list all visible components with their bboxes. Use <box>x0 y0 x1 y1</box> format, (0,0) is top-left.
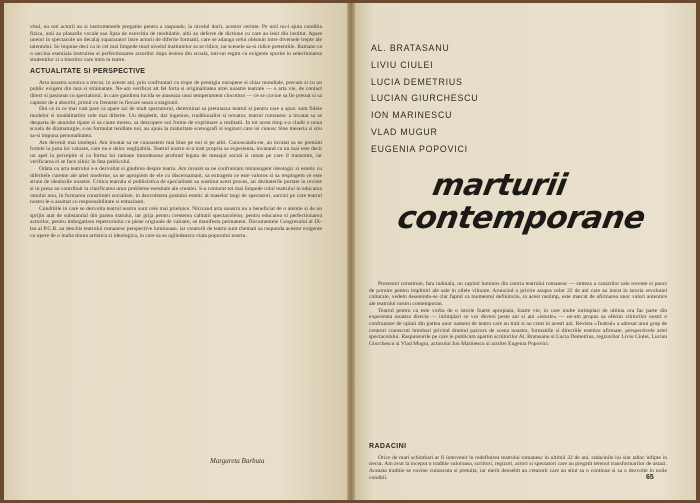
article-title-line2: contemporane <box>394 200 648 236</box>
contributor-list <box>371 40 521 158</box>
paragraph: Odata cu arta teatrului s-a dezvoltat si gindirea despre teatru. Am invatat sa ne confruntam intransigent ideologic si estetic cu diferitele curente ale artei moderne, sa ne apropiem de ele cu discernamant, sa extragem ce este valoros si sa respingem ce este strain de idealurile noastre. Critica teatrala si publicistica de specialitate au sustinut acest proces, iar dezbaterile purtate in reviste si in presa au contribuit la clarificarea unor probleme esentiale ale creatiei. S-a conturat tot mai limpede rolul teatrului in educarea omului nou, in formarea constiintei socialiste, in dezvoltarea gustului estetic al maselor largi de spectatori, sarcini pe care teatrul nostru le-a asumat cu responsabilitate si entuziasm. <box>30 166 322 206</box>
section-heading: ACTUALITATE SI PERSPECTIVE <box>30 67 146 75</box>
right-article-section <box>369 442 667 482</box>
contributor-name: VLAD MUGUR <box>371 126 438 137</box>
paragraph: Prezentul constituie, fara indoiala, un capitol luminos din istoria teatrului romanesc — sinteza a cautarilor sale recente si punct de pornire pentru impliniri ale sale in zilele viitoare. Aruncind o privire asupra celor 22 de ani care au intrat in istoria revolutiei culturale, vedem desenindu-se clar faptul ca momentul definitoriu, in acest rastimp, este marcat de afirmarea unor valori autentice ale teatrului nostru contemporan. <box>369 281 667 307</box>
paragraph: Teatrul pentru ca este vorba de o istorie foarte apropiata, foarte vie, in care multe intimplari de ultima ora fac parte din experienta noastra directa — intimplari ce vor deveni peste ani si ani «istorie» — ne-am propus sa oferim cititorilor nostri o confruntare de opinii din partea unor oameni de teatru care au trait si au creat in acesti ani. Revista «Teatrul» a adresat unui grup de creatori cunoscuti intrebari privind drumul parcurs de scena noastra, formatiile si directiile estetice afirmate, perspectivele artei spectacolului. Raspunsurile pe care le publicam apartin scriitorilor Al. Bratasanu si Lucia Demetrius, regizorilor Liviu Ciulei, Lucian Giurchescu si Vlad Mugur, actorului Ion Marinescu si actritei Eugenia Popovici. <box>369 307 667 347</box>
contributor-name: EUGENIA POPOVICI <box>371 143 468 154</box>
paragraph: Din ce in ce mai vast pare ca apare azi de mult spectatorul, determinat sa pretuiasca teatrul si pentru care a spus: sunt fidele modelor si modalitatilor cele mai diferite. Un despletit, dar ingenios, traditionalist si novator, teatrul romanesc a invatat sa se desparta de anumite tipare si sa caute mereu, sa descopere noi forme de exprimare a realitatii. In tot acest timp s-a cladit o noua scoala de dramaturgie, s-au formulat tendinte noi, au ajuns la maturitate scenografi si regizori care isi cunosc bine meseria si stiu sa-si impuna personalitatea. <box>30 106 322 139</box>
contributor-name: LUCIA DEMETRIUS <box>371 76 463 87</box>
intro-paragraph: vitul, nu toti actorii au si instrumentele pregatite pentru a raspunde, la nivelul dorit, acestor cerinte. Pe unii nu-i ajuta conditia fizica, unii au plasarile vocale sau lipsa de exercitiu de modulatie, altii au defecte de dictiune cu care au iesit din institut. Apare uneori in spectacole un decalaj supararator intre actorii de diferite formatii, care se adauga celui obisnuit intre diversele trepte ale talentului. Se impune deci ca in cel mai limpede mod nivelul institutelor sa se ridice, iar scenele sa-si ridice pretentiile. Ramane ca o sarcina esentiala instruirea si perfectionarea actorilor dupa iesirea din scoala, intr-un regim cu exigente sporite in selectionarea studentilor si a tinerilor care intra in teatre. <box>30 24 322 64</box>
paragraph: Orice de mari schimbari ar fi intervenit in redefinirea teatrului romanesc in ultimii 22 de ani, radacinile lui sint adinc infipte in trecut. Am avut la inceput o traditie valoroasa, scriitori, regizori, actori si spectatori care au pregatit terenul transformarilor de astazi. Aceasta traditie se cuvine cunoscuta si pretuita, iar merit deosebit au creatorii care au stiut sa o continue si sa o dezvolte in noile conditii. <box>369 454 667 481</box>
book-gutter <box>347 3 355 500</box>
right-article-text <box>369 281 667 439</box>
contributor-name: LIVIU CIULEI <box>371 59 434 70</box>
paragraph: Conditiile in care se dezvolta teatrul nostru sunt cele mai prielnice. Nicicand arta noastra nu a beneficiat de o atentie si de un sprijin atat de substantial din partea statului, iar grija pentru cresterea calitatii spectacolelor, pentru educarea si perfectionarea actorilor, pentru imbogatirea repertoriului cu piese originale de valoare, se manifesta permanent. Documentele Congresului al IX-lea al P.C.R. au deschis teatrului romanesc perspective luminoase, iar creatorii de teatru sunt chemati sa raspunda acestor exigente cu opere de o inalta tinuta artistica si ideologica, in care sa se oglindeasca viata poporului nostru. <box>30 206 322 239</box>
page-number: 65 <box>646 474 654 481</box>
author-signature: Margareta Barbuta <box>210 457 265 465</box>
paragraph: Arta noastra scenica a trecut, in aceste ani, prin confruntari cu trupe de prestigiu europene si chiar mondiale, precum si cu un public exigent din tara si strainatate. Ne-am verificat alt fel forta si originalitatea artei noastre teatrale — o arta vie, de contact direct si pasionat cu spectatorul, in care gandirea lucida se ataseaza unui temperament clocotitor — ce se cuvine sa fie pretuit si sa capteze de a absorbi, primit cu frenezie in fiecare seara a stagiunii. <box>30 79 322 106</box>
left-article-text <box>30 24 322 454</box>
contributor-name: LUCIAN GIURCHESCU <box>371 93 479 104</box>
contributor-name: ION MARINESCU <box>371 110 453 121</box>
paragraph: Am devenit mai intelepti. Am invatat sa ne cunoastem mai bine pe noi si pe altii. Cunoscandu-ne, au invatat sa ne pretuim fortele la justa lor valoare, care nu e deloc neglijabila. Teatrul nostru si-a trait propria sa experienta, invatand ca nu mai este decit un apel la perceptie si ca forma lui ramane intotdeauna profund legata de mesajul social si uman pe care il transmite, iar verificarea ei se face zilnic in fata publicului. <box>30 139 322 166</box>
article-title-line1: marturii <box>429 168 570 203</box>
contributor-name: AL. BRATASANU <box>371 43 450 53</box>
section-heading: RADACINI <box>369 443 407 450</box>
